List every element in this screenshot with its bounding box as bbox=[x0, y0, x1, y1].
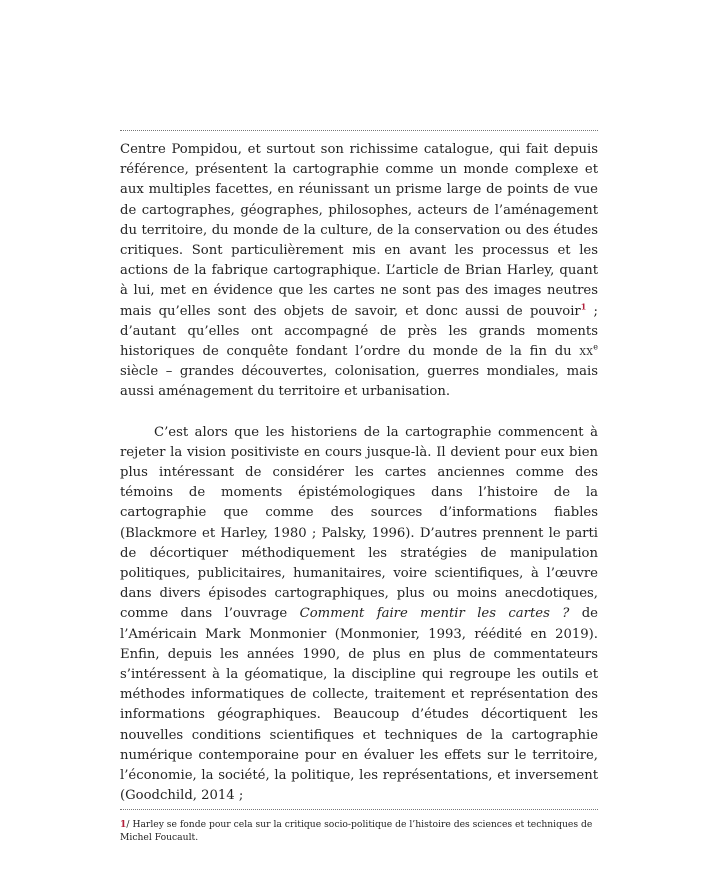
footnote-mark: 1 bbox=[120, 818, 127, 830]
footnote-reference[interactable]: 1 bbox=[580, 301, 587, 312]
paragraph-2-text-b: de l’Américain Mark Monmonier (Monmonier, 1993, réédité en 2019). Enfin, depuis les années 1990, de plus en plus de commentateurs s’intéressent à la géomatique, la discipline qui regroupe les outils et méthodes informatiques de collecte, traitement et représentation des informations géographiques. Beaucoup d’études décortiquent les nouvelles conditions scientifiques et techniques de la cartographie numérique contemporaine pour en évaluer les effets sur le territoire, l’économie, la société, la politique, les représentations, et inversement (Goodchild, 2014 ; bbox=[120, 606, 598, 804]
paragraph-2-text-a: C’est alors que les historiens de la cartographie commencent à rejeter la vision positiviste en cours jusque-là. Il devient pour eux bien plus intéressant de considérer les cartes anciennes comme des témoins de moments épistémologiques dans l’histoire de la cartographie que comme des sources d’informations fiables (Blackmore et Harley, 1980 ; Palsky, 1996). D’autres prennent le parti de décortiquer méthodiquement les stratégies de manipulation politiques, publicitaires, humanitaires, voire scientifiques, à l’œuvre dans divers épisodes cartographiques, plus ou moins anecdotiques, comme dans l’ouvrage bbox=[120, 424, 598, 622]
top-dotted-rule bbox=[120, 130, 598, 131]
book-title: Comment faire mentir les cartes ? bbox=[299, 606, 570, 622]
paragraph-1-text-c: siècle – grandes découvertes, colonisation, guerres mondiales, mais aussi aménagement du territoire et urbanisation. bbox=[120, 364, 598, 400]
bottom-dotted-rule bbox=[120, 809, 598, 810]
footnote-separator: / bbox=[126, 818, 133, 830]
footnote-text: Harley se fonde pour cela sur la critique socio-politique de l’histoire des sciences et techniques de Michel Foucault. bbox=[120, 818, 593, 843]
paragraph-1 bbox=[120, 140, 598, 403]
paragraph-1-text-b: ; d’autant qu’elles ont accompagné de près les grands moments historiques de conquête fondant l’ordre du monde de la fin du bbox=[120, 303, 599, 360]
century-numeral: xx bbox=[579, 344, 594, 360]
paragraph-2 bbox=[120, 423, 598, 807]
century-superscript: e bbox=[593, 342, 598, 352]
body-text bbox=[120, 140, 598, 807]
page-content bbox=[120, 130, 598, 844]
footnote bbox=[120, 818, 598, 844]
paragraph-1-text-a: Centre Pompidou, et surtout son richissime catalogue, qui fait depuis référence, présentent la cartographie comme un monde complexe et aux multiples facettes, en réunissant un prisme large de points de vue de cartographes, géographes, philosophes, acteurs de l’aménagement du territoire, du monde de la culture, de la conservation ou des études critiques. Sont particulièrement mis en avant les processus et les actions de la fabrique cartographique. L’article de Brian Harley, quant à lui, met en évidence que les cartes ne sont pas des images neutres mais qu’elles sont des objets de savoir, et donc aussi de pouvoir bbox=[120, 142, 598, 319]
